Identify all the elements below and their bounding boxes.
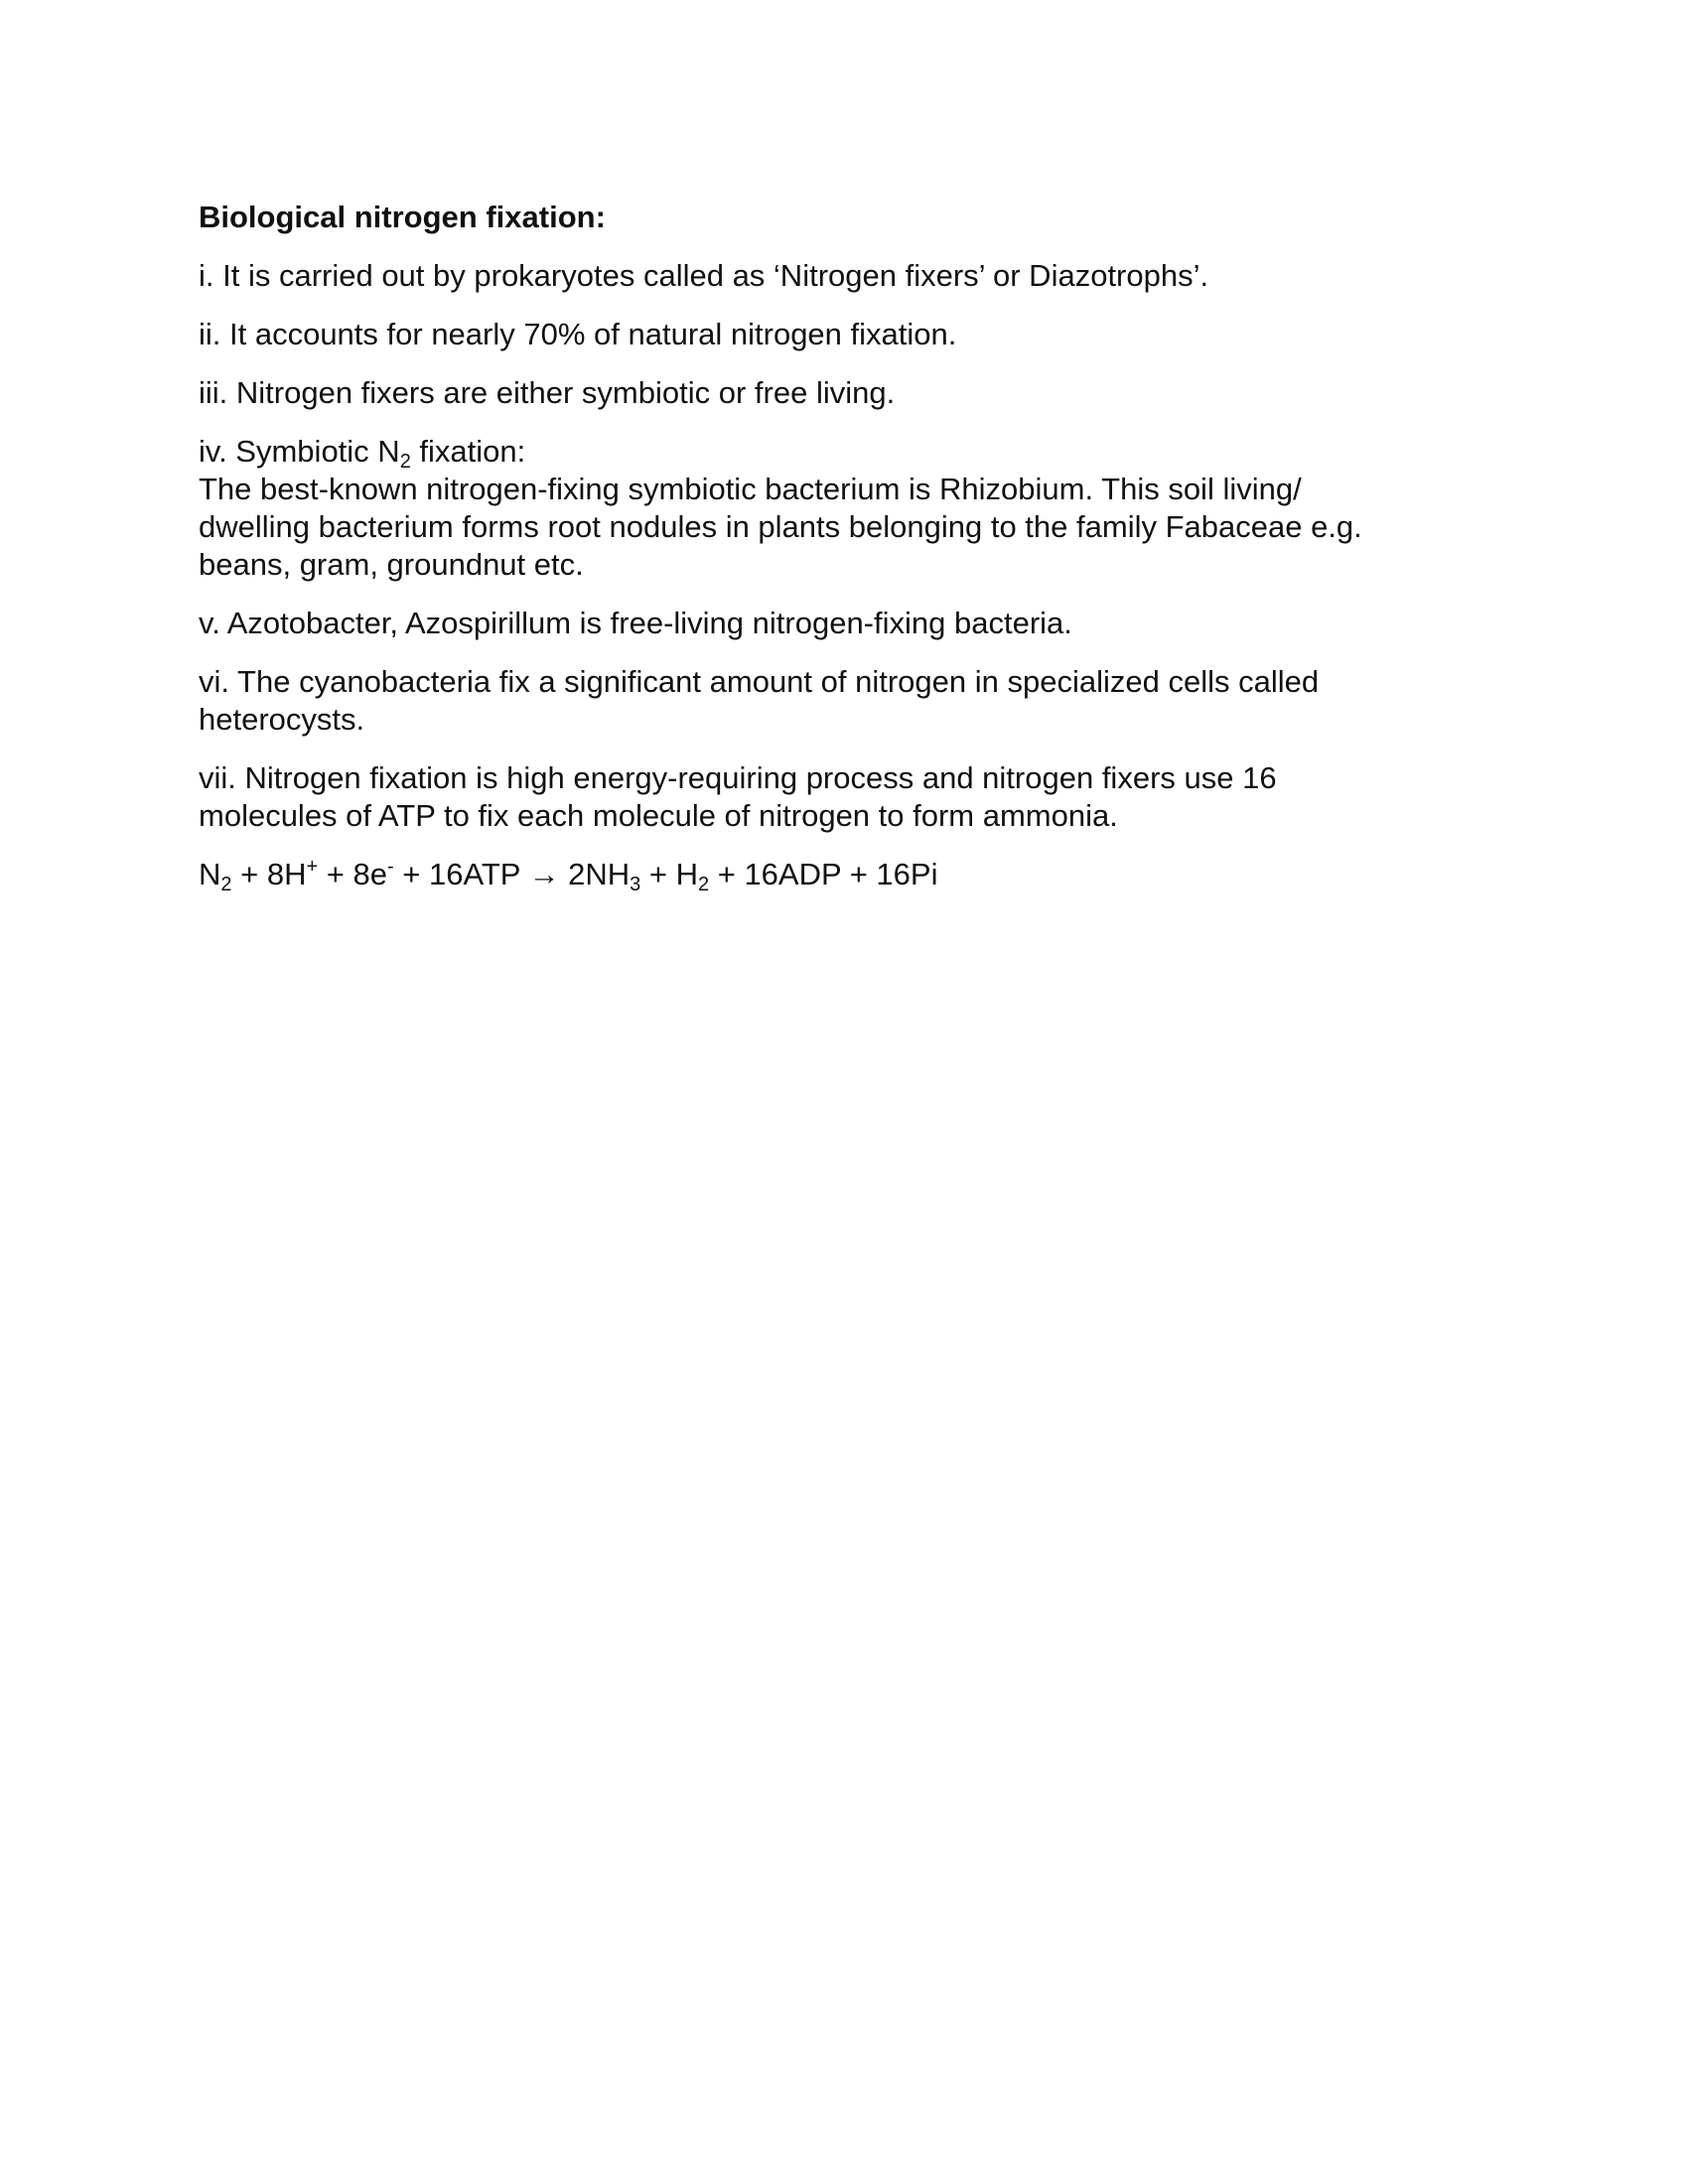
item-ii: ii. It accounts for nearly 70% of natural nitrogen fixation. [199, 317, 957, 351]
item-v: v. Azotobacter, Azospirillum is free-living nitrogen-fixing bacteria. [199, 606, 1072, 640]
section-heading: Biological nitrogen fixation: [199, 200, 606, 234]
item-iv [199, 433, 1489, 584]
item-vii-line-1: vii. Nitrogen fixation is high energy-requiring process and nitrogen fixers use 16 [199, 760, 1277, 795]
item-iv-line-3: beans, gram, groundnut etc. [199, 547, 584, 582]
item-vi-line-2: heterocysts. [199, 702, 365, 737]
item-iv-title: iv. Symbiotic $N_2$ fixation: [199, 434, 526, 473]
item-vii-line-2: molecules of ATP to fix each molecule of nitrogen to form ammonia. [199, 798, 1118, 833]
item-i: i. It is carried out by prokaryotes called as ‘Nitrogen fixers’ or Diazotrophs’. [199, 258, 1209, 293]
chemical-equation: $N_2 + 8H^+ + 8e^- + 16ATP \to 2NH_3 + H_2 + 16ADP + 16Pi$ [199, 856, 938, 895]
item-iv-line-1: The best-known nitrogen-fixing symbiotic bacterium is Rhizobium. This soil living/ [199, 472, 1302, 506]
document-page [199, 199, 1489, 914]
item-vi [199, 663, 1489, 739]
item-vi-line-1: vi. The cyanobacteria fix a significant amount of nitrogen in specialized cells called [199, 664, 1320, 699]
item-vii [199, 759, 1489, 835]
item-iv-line-2: dwelling bacterium forms root nodules in plants belonging to the family Fabaceae e.g. [199, 509, 1362, 544]
item-iii: iii. Nitrogen fixers are either symbiotic or free living. [199, 375, 896, 410]
